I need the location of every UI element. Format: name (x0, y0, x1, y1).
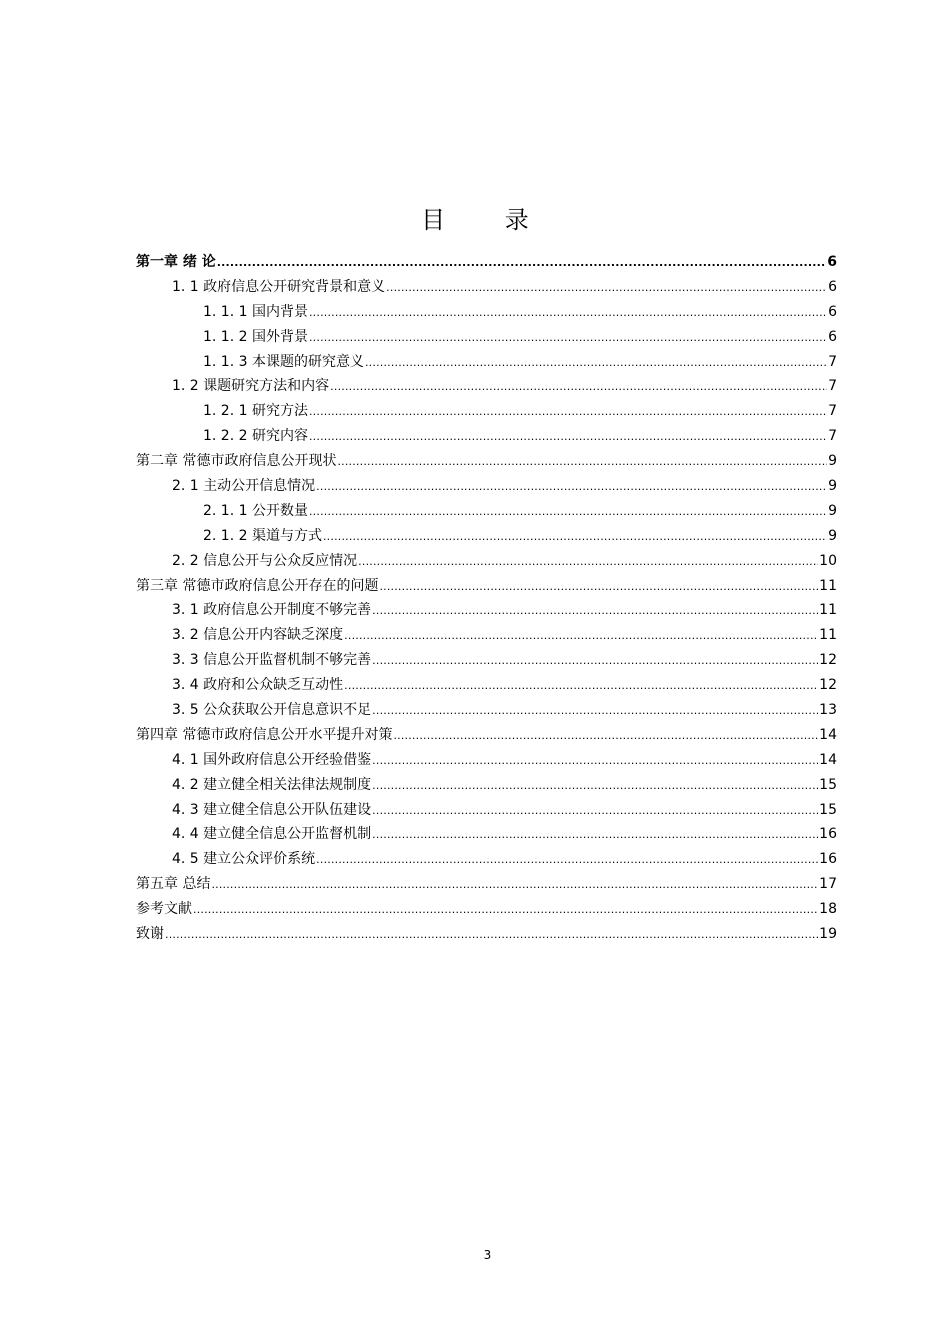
toc-entry-label: 3. 1 政府信息公开制度不够完善 (172, 602, 372, 619)
toc-entry[interactable] (136, 648, 837, 673)
toc-entry-label: 3. 5 公众获取公开信息意识不足 (172, 702, 372, 719)
toc-entry-label: 1. 2. 1 研究方法 (203, 403, 308, 420)
toc-leader-dots (372, 799, 818, 824)
toc-entry-page: 11 (819, 602, 837, 619)
toc-entry-page: 12 (819, 652, 837, 669)
toc-entry[interactable] (136, 798, 837, 823)
toc-entry-page: 9 (828, 502, 837, 519)
toc-entry-label: 4. 4 建立健全信息公开监督机制 (172, 826, 372, 843)
toc-leader-dots (344, 624, 818, 649)
toc-entry-label: 1. 2. 2 研究内容 (203, 428, 308, 445)
toc-entry[interactable] (136, 449, 837, 474)
toc-leader-dots (372, 774, 818, 799)
toc-leader-dots (386, 276, 827, 301)
toc-entry[interactable] (136, 350, 837, 375)
toc-entry-label: 第一章 绪 论 (136, 254, 216, 270)
toc-entry-label: 4. 2 建立健全相关法律法规制度 (172, 776, 372, 793)
toc-entry-label: 2. 1. 2 渠道与方式 (203, 527, 322, 544)
toc-leader-dots (309, 425, 827, 450)
toc-leader-dots (372, 823, 818, 848)
toc-leader-dots (309, 500, 827, 525)
toc-entry[interactable] (136, 574, 837, 599)
table-of-contents (136, 250, 837, 947)
toc-entry-label: 第三章 常德市政府信息公开存在的问题 (136, 577, 379, 594)
toc-entry[interactable] (136, 872, 837, 897)
toc-entry-label: 第四章 常德市政府信息公开水平提升对策 (136, 726, 393, 743)
toc-entry[interactable] (136, 300, 837, 325)
toc-leader-dots (309, 400, 827, 425)
toc-entry[interactable] (136, 374, 837, 399)
toc-entry[interactable] (136, 773, 837, 798)
toc-entry[interactable] (136, 474, 837, 499)
toc-leader-dots (372, 599, 818, 624)
toc-leader-dots (330, 375, 827, 400)
toc-entry-page: 6 (828, 303, 837, 320)
toc-entry[interactable] (136, 847, 837, 872)
toc-entry-page: 6 (827, 254, 837, 270)
toc-leader-dots (193, 898, 818, 923)
toc-leader-dots (316, 475, 827, 500)
toc-leader-dots (316, 848, 818, 873)
toc-entry-label: 1. 1. 2 国外背景 (203, 328, 308, 345)
toc-entry-page: 14 (819, 751, 837, 768)
toc-entry-page: 17 (819, 876, 837, 893)
toc-entry[interactable] (136, 623, 837, 648)
toc-entry-label: 2. 1 主动公开信息情况 (172, 478, 316, 495)
toc-entry[interactable] (136, 399, 837, 424)
toc-entry-label: 1. 1. 3 本课题的研究意义 (203, 353, 364, 370)
toc-leader-dots (358, 550, 818, 575)
toc-entry-page: 11 (819, 577, 837, 594)
toc-entry[interactable] (136, 499, 837, 524)
toc-leader-dots (379, 575, 818, 600)
toc-entry[interactable] (136, 524, 837, 549)
toc-entry-page: 9 (828, 453, 837, 470)
toc-entry-label: 2. 1. 1 公开数量 (203, 502, 308, 519)
toc-entry-page: 10 (819, 552, 837, 569)
toc-leader-dots (344, 674, 818, 699)
toc-entry-label: 致谢 (136, 926, 164, 943)
page-number: 3 (483, 1248, 492, 1262)
toc-entry-page: 7 (828, 378, 837, 395)
toc-entry-page: 14 (819, 726, 837, 743)
toc-entry-label: 1. 1. 1 国内背景 (203, 303, 308, 320)
toc-entry[interactable] (136, 822, 837, 847)
toc-entry-page: 9 (828, 478, 837, 495)
toc-entry-page: 19 (819, 926, 837, 943)
toc-leader-dots (372, 699, 818, 724)
toc-leader-dots (217, 251, 827, 276)
toc-leader-dots (372, 749, 818, 774)
toc-leader-dots (372, 649, 818, 674)
toc-leader-dots (309, 326, 827, 351)
toc-entry[interactable] (136, 275, 837, 300)
toc-entry-page: 11 (819, 627, 837, 644)
toc-entry-label: 参考文献 (136, 901, 192, 918)
toc-leader-dots (211, 873, 818, 898)
toc-entry[interactable] (136, 922, 837, 947)
toc-leader-dots (393, 724, 818, 749)
toc-entry-page: 13 (819, 702, 837, 719)
toc-entry-page: 9 (828, 527, 837, 544)
toc-entry-page: 6 (828, 328, 837, 345)
toc-entry-page: 12 (819, 677, 837, 694)
toc-entry-label: 第二章 常德市政府信息公开现状 (136, 453, 337, 470)
toc-leader-dots (165, 923, 818, 948)
toc-leader-dots (309, 301, 827, 326)
toc-entry-page: 16 (819, 826, 837, 843)
toc-entry[interactable] (136, 598, 837, 623)
toc-entry-page: 6 (828, 278, 837, 295)
toc-entry-page: 15 (819, 801, 837, 818)
toc-leader-dots (323, 525, 827, 550)
toc-leader-dots (365, 351, 827, 376)
toc-entry-label: 4. 1 国外政府信息公开经验借鉴 (172, 751, 372, 768)
toc-entry-label: 4. 3 建立健全信息公开队伍建设 (172, 801, 372, 818)
toc-entry-page: 15 (819, 776, 837, 793)
toc-entry-label: 3. 2 信息公开内容缺乏深度 (172, 627, 344, 644)
toc-entry[interactable] (136, 250, 837, 275)
toc-entry-page: 7 (828, 403, 837, 420)
toc-entry[interactable] (136, 748, 837, 773)
toc-entry[interactable] (136, 424, 837, 449)
toc-entry-label: 4. 5 建立公众评价系统 (172, 851, 316, 868)
toc-entry-page: 16 (819, 851, 837, 868)
toc-entry-label: 1. 1 政府信息公开研究背景和意义 (172, 278, 386, 295)
toc-entry[interactable] (136, 325, 837, 350)
toc-entry-label: 3. 3 信息公开监督机制不够完善 (172, 652, 372, 669)
toc-entry[interactable] (136, 698, 837, 723)
toc-entry[interactable] (136, 723, 837, 748)
toc-entry-page: 7 (828, 353, 837, 370)
toc-leader-dots (337, 450, 827, 475)
toc-title: 目 录 (421, 206, 555, 234)
toc-entry-label: 3. 4 政府和公众缺乏互动性 (172, 677, 344, 694)
toc-entry-page: 18 (819, 901, 837, 918)
toc-entry[interactable] (136, 673, 837, 698)
toc-entry-label: 1. 2 课题研究方法和内容 (172, 378, 330, 395)
toc-entry[interactable] (136, 897, 837, 922)
toc-entry[interactable] (136, 549, 837, 574)
toc-entry-label: 第五章 总结 (136, 876, 211, 893)
toc-entry-label: 2. 2 信息公开与公众反应情况 (172, 552, 358, 569)
toc-entry-page: 7 (828, 428, 837, 445)
